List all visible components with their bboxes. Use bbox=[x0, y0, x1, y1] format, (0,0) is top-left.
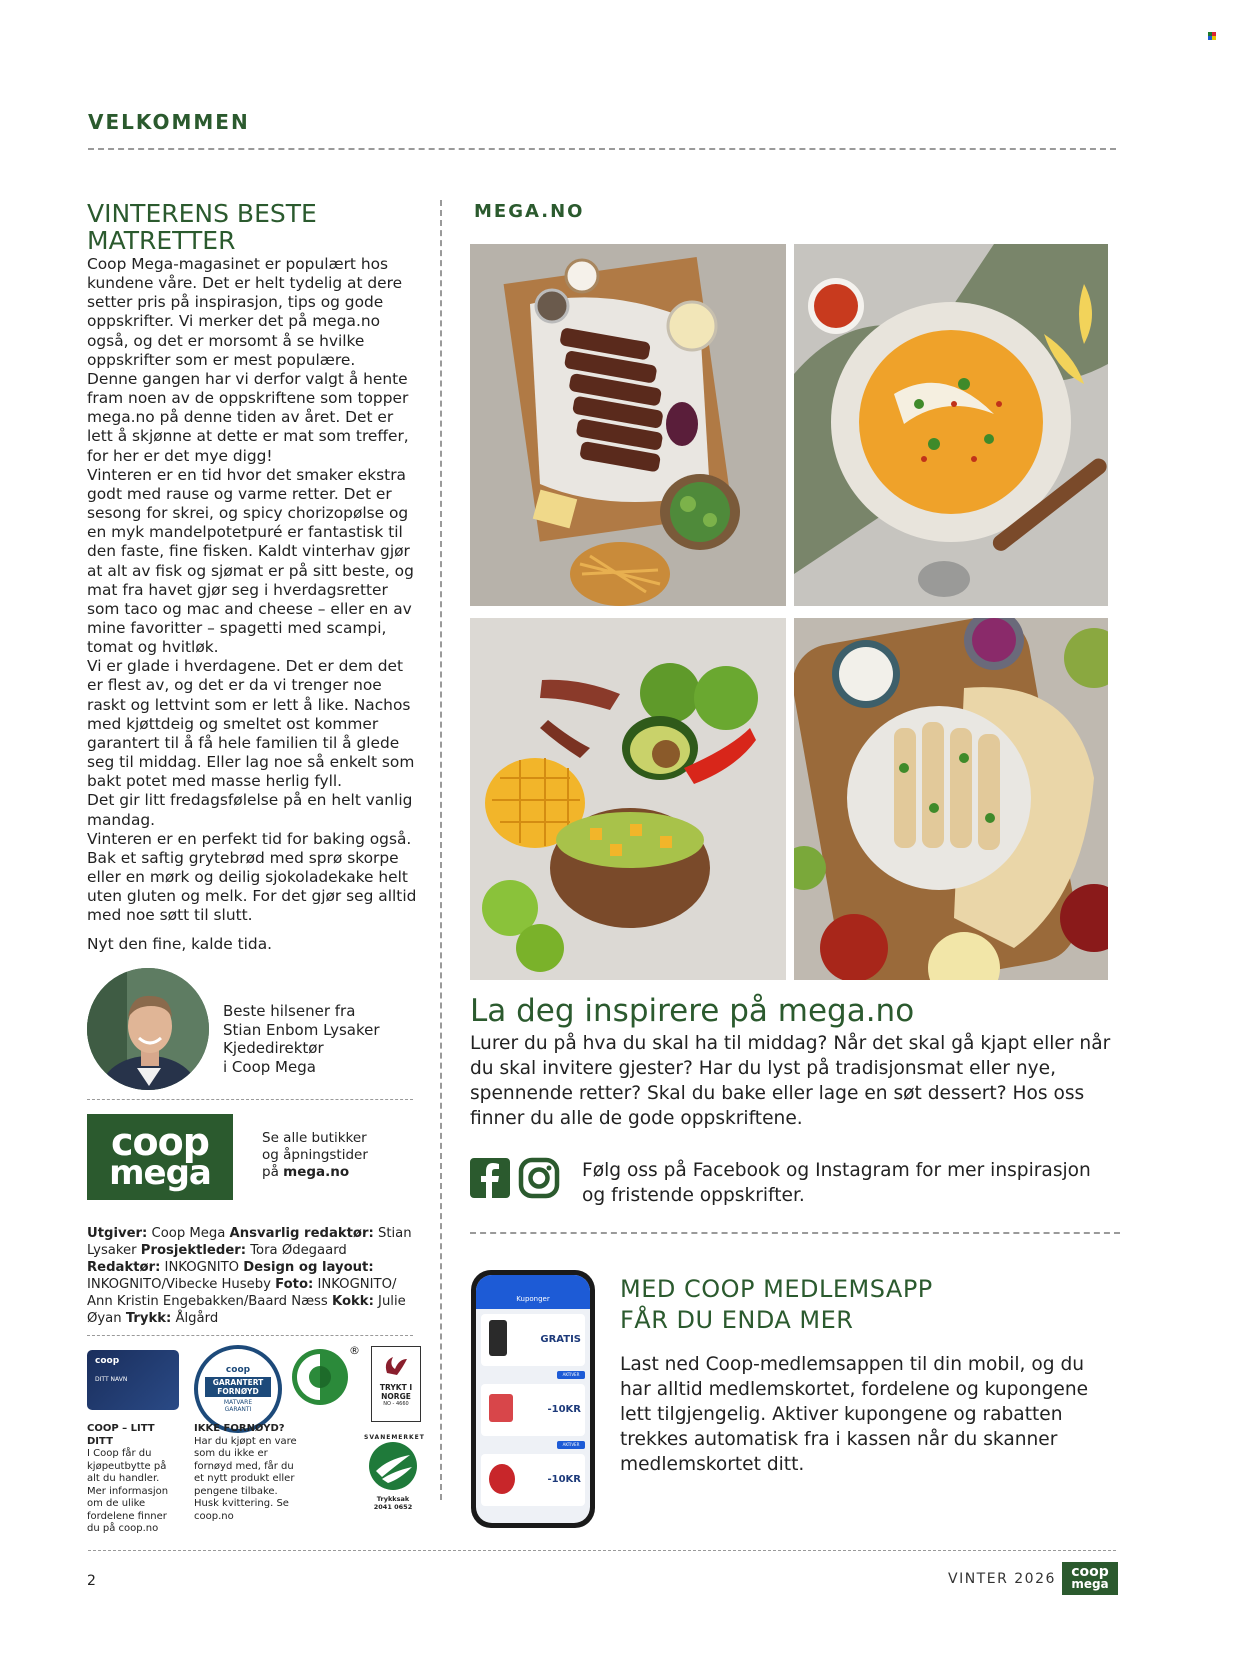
card-info-body: I Coop får du kjøpeutbytte på alt du handler. Mer informasjon om de ulike fordelene finner du på coop.no bbox=[87, 1448, 169, 1534]
credit-label: Design og layout: bbox=[243, 1260, 374, 1275]
fornoyd-info-title: IKKE FORNØYD? bbox=[194, 1423, 285, 1434]
fornoyd-info bbox=[194, 1423, 304, 1523]
credit-text: INKOGNITO bbox=[160, 1260, 244, 1275]
phone-mockup bbox=[471, 1270, 595, 1528]
credit-text: Stian Lysaker bbox=[87, 1226, 412, 1258]
article-paragraph: Det gir litt fredagsfølelse på en helt vanlig mandag. bbox=[87, 791, 413, 829]
photo-avocado-salsa bbox=[470, 618, 786, 980]
garanti-main: GARANTERT FORNØYD bbox=[205, 1377, 271, 1397]
trykt-code: NO - 4660 bbox=[383, 1401, 409, 1407]
signature-line: Beste hilsener fra bbox=[223, 1002, 356, 1020]
store-info-prefix: på bbox=[262, 1164, 284, 1180]
trykt-symbol-icon bbox=[379, 1351, 413, 1379]
card-info-title: COOP – LITT DITT bbox=[87, 1423, 155, 1447]
credit-label: Trykk: bbox=[125, 1311, 172, 1326]
mega-label: MEGA.NO bbox=[474, 201, 585, 222]
garanti-coop: coop bbox=[225, 1365, 251, 1375]
section-title: VELKOMMEN bbox=[88, 110, 250, 134]
svanemerket-logo bbox=[364, 1434, 425, 1511]
svane-line1: Trykksak bbox=[376, 1495, 410, 1503]
swan-icon bbox=[368, 1441, 418, 1491]
credit-text: Tora Ødegaard bbox=[246, 1243, 347, 1258]
divider bbox=[87, 1099, 413, 1100]
credit-label: Prosjektleder: bbox=[140, 1243, 247, 1258]
article-body bbox=[87, 255, 422, 955]
author-portrait bbox=[87, 968, 209, 1090]
coupon-activate-button[interactable]: AKTIVER bbox=[557, 1441, 585, 1449]
store-info-line: Se alle butikker bbox=[262, 1130, 367, 1146]
print-marker bbox=[1208, 32, 1216, 40]
instagram-icon[interactable] bbox=[518, 1157, 560, 1199]
credit-text: INKOGNITO/Vibecke Huseby bbox=[87, 1277, 276, 1292]
coupon-value: -10KR bbox=[547, 1404, 581, 1415]
app-heading bbox=[620, 1274, 933, 1336]
photo-chicken-skewers bbox=[794, 618, 1108, 980]
store-link[interactable]: mega.no bbox=[283, 1164, 350, 1180]
photo-soup bbox=[794, 244, 1108, 606]
phone-header bbox=[476, 1275, 590, 1309]
coupon-product bbox=[489, 1320, 507, 1356]
coupon-value: GRATIS bbox=[540, 1334, 581, 1345]
credit-label: Redaktør: bbox=[87, 1260, 161, 1275]
card-info bbox=[87, 1423, 179, 1536]
garanti-sub: MATVARE GARANTI bbox=[223, 1399, 253, 1413]
logo-mega-text: mega bbox=[109, 1152, 211, 1193]
card-brand: coop bbox=[95, 1356, 120, 1366]
article-paragraph: Coop Mega-magasinet er populært hos kundene våre. Det er helt tydelig at dere setter pris på inspirasjon, tips og gode oppskrifter. Vi merker det på mega.no også, og det er morsomt å se hvilke oppskrifter som er mest populære. bbox=[87, 255, 403, 369]
credit-label: Utgiver: bbox=[87, 1226, 148, 1241]
signature bbox=[223, 1002, 380, 1076]
mega-body: Lurer du på hva du skal ha til middag? Når det skal gå kjapt eller når du skal invitere gjester? Har du lyst på tradisjonsmat eller nye, spennende retter? Skal du bake eller lage en søt dessert? Hos oss finner du alle de gode oppskriftene. bbox=[470, 1033, 1111, 1129]
credit-text: Coop Mega bbox=[147, 1226, 230, 1241]
signature-line: Kjededirektør bbox=[223, 1039, 324, 1057]
coupon-card bbox=[481, 1454, 585, 1506]
credit-text: INKOGNITO/ Ann Kristin Engebakken/Baard Næss bbox=[87, 1277, 397, 1309]
footer-divider bbox=[88, 1550, 1116, 1551]
column-divider bbox=[440, 200, 442, 1500]
coupon-card bbox=[481, 1314, 585, 1366]
app-heading-line: MED COOP MEDLEMSAPP bbox=[620, 1275, 933, 1303]
article-paragraph: Vinteren er en tid hvor det smaker ekstra godt med rause og varme retter. Det er sesong for skrei, og spicy chorizopølse og en myk mandelpotetpuré er fantastisk til den faste, fine fisken. Kaldt vinterhav gjør at alt av fisk og sjømat er på sitt beste, og mat fra havet gjør seg i hverdagsretter som taco og mac and cheese – eller en av mine favoritter – spagetti med scampi, tomat og hvitløk. bbox=[87, 465, 414, 657]
coupon-product bbox=[489, 1464, 515, 1494]
article-title: VINTERENS BESTE MATRETTER bbox=[87, 199, 317, 255]
signature-line: i Coop Mega bbox=[223, 1057, 316, 1076]
coupon-value: -10KR bbox=[547, 1474, 581, 1485]
signature-line: Stian Enbom Lysaker bbox=[223, 1020, 380, 1039]
trykt-i-norge-logo bbox=[371, 1346, 421, 1422]
card-name: DITT NAVN bbox=[95, 1376, 128, 1383]
store-info bbox=[262, 1130, 368, 1181]
mega-heading: La deg inspirere på mega.no bbox=[470, 993, 915, 1029]
trykt-line2: NORGE bbox=[381, 1392, 411, 1401]
coupon-activate-button[interactable]: AKTIVER bbox=[557, 1371, 585, 1379]
coupon-product bbox=[489, 1394, 513, 1422]
header-divider bbox=[88, 148, 1116, 150]
divider bbox=[87, 1335, 413, 1336]
registered-mark: ® bbox=[349, 1344, 360, 1357]
membership-card bbox=[87, 1350, 179, 1410]
green-dot-icon bbox=[291, 1348, 349, 1406]
page-number: 2 bbox=[87, 1573, 96, 1589]
credits bbox=[87, 1225, 417, 1327]
credit-label: Kokk: bbox=[331, 1294, 374, 1309]
footer-logo-mega: mega bbox=[1071, 1577, 1109, 1592]
divider bbox=[470, 1232, 1120, 1234]
svane-line2: 2041 0652 bbox=[373, 1503, 413, 1511]
garanti-logo bbox=[194, 1345, 282, 1433]
app-body: Last ned Coop-medlemsappen til din mobil, og du har alltid medlemskortet, fordelene og kupongene lett tilgjengelig. Aktiver kupongene og rabatten trekkes automatisk fra i kassen når du skanner medlemskortet ditt. bbox=[620, 1354, 1089, 1475]
store-info-line bbox=[262, 1164, 368, 1181]
article-paragraph: Denne gangen har vi derfor valgt å hente fram noen av de oppskriftene som topper mega.no på denne tiden av året. Det er lett å skjønne at dette er mat som treffer, for her er det mye digg! bbox=[87, 369, 409, 465]
facebook-icon[interactable] bbox=[470, 1158, 510, 1198]
article-paragraph: Vi er glade i hverdagene. Det er dem det er flest av, og det er da vi trenger noe raskt og lettvint som er lett å like. Nachos med kjøttdeig og smeltet ost kommer garantert til å få hele familien til å glede seg til middag. Eller lag noe så enkelt som bakt potet med masse herlig fyll. bbox=[87, 657, 415, 791]
coupon-card bbox=[481, 1384, 585, 1436]
footer-logo bbox=[1062, 1562, 1118, 1595]
store-info-line: og åpningstider bbox=[262, 1147, 368, 1163]
social-text: Følg oss på Facebook og Instagram for mer inspirasjon og fristende oppskrifter. bbox=[582, 1160, 1091, 1206]
svane-label: SVANEMERKET bbox=[364, 1434, 425, 1441]
phone-screen bbox=[476, 1275, 590, 1523]
phone-title: Kuponger bbox=[516, 1295, 550, 1303]
credit-text: Julie Øyan bbox=[87, 1294, 406, 1326]
article-closing: Nyt den fine, kalde tida. bbox=[87, 935, 273, 954]
article-paragraph: Vinteren er en perfekt tid for baking også. Bak et saftig grytebrød med sprø skorpe eller en mørk og deilig sjokoladekake helt uten gluten og melk. For det gjør seg alltid med noe søtt til slutt. bbox=[87, 829, 417, 925]
credit-label: Foto: bbox=[275, 1277, 314, 1292]
footer-logo-coop: coop bbox=[1071, 1564, 1109, 1581]
credit-text: Ålgård bbox=[171, 1311, 219, 1326]
coop-mega-logo bbox=[87, 1114, 233, 1200]
trykt-line1: TRYKT I bbox=[379, 1383, 413, 1392]
fornoyd-info-body: Har du kjøpt en vare som du ikke er fornøyd med, får du et nytt produkt eller pengene tilbake. Husk kvittering. Se coop.no bbox=[194, 1435, 297, 1522]
credit-label: Ansvarlig redaktør: bbox=[229, 1226, 374, 1241]
photo-steak bbox=[470, 244, 786, 606]
edition: VINTER 2026 bbox=[948, 1571, 1056, 1587]
logo-coop-text: coop bbox=[111, 1120, 209, 1165]
app-heading-line: FÅR DU ENDA MER bbox=[620, 1306, 854, 1334]
